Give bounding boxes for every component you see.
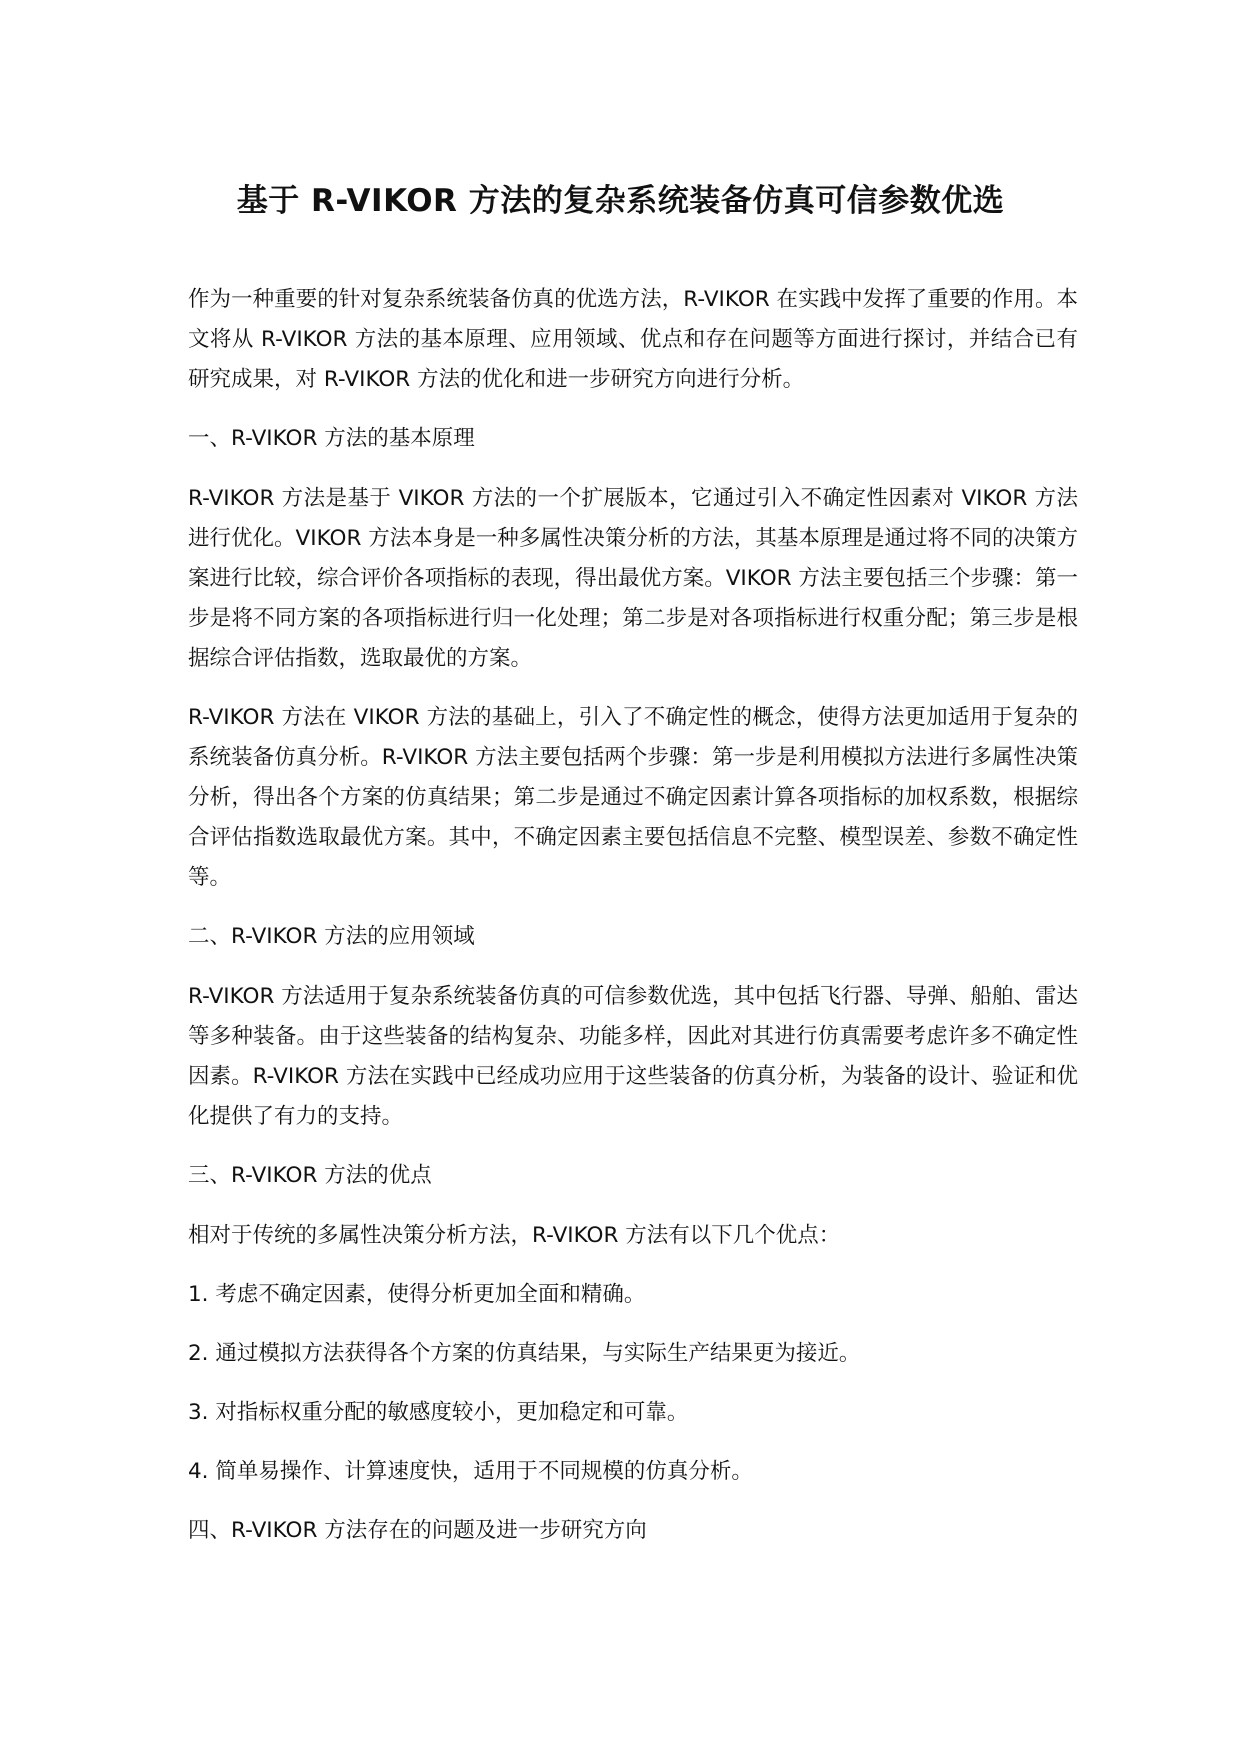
- intro-paragraph: 作为一种重要的针对复杂系统装备仿真的优选方法，R-VIKOR 在实践中发挥了重要的作用。本文将从 R-VIKOR 方法的基本原理、应用领域、优点和存在问题等方面进行探讨，并结合已有研究成果，对 R-VIKOR 方法的优化和进一步研究方向进行分析。: [188, 287, 1078, 392]
- document-body: [188, 280, 1078, 1571]
- application-paragraph: R-VIKOR 方法适用于复杂系统装备仿真的可信参数优选，其中包括飞行器、导弹、船舶、雷达等多种装备。由于这些装备的结构复杂、功能多样，因此对其进行仿真需要考虑许多不确定性因素。R-VIKOR 方法在实践中已经成功应用于这些装备的仿真分析，为装备的设计、验证和优化提供了有力的支持。: [188, 984, 1078, 1129]
- document-title: 基于 R-VIKOR 方法的复杂系统装备仿真可信参数优选: [236, 183, 1005, 219]
- advantage-item: 2. 通过模拟方法获得各个方案的仿真结果，与实际生产结果更为接近。: [188, 1341, 861, 1366]
- advantage-item: 3. 对指标权重分配的敏感度较小，更加稳定和可靠。: [188, 1400, 689, 1425]
- advantage-item: 1. 考虑不确定因素，使得分析更加全面和精确。: [188, 1282, 646, 1307]
- section-heading-advantages: 三、R-VIKOR 方法的优点: [188, 1163, 432, 1188]
- advantage-item: 4. 简单易操作、计算速度快，适用于不同规模的仿真分析。: [188, 1459, 753, 1484]
- section-heading-principle: 一、R-VIKOR 方法的基本原理: [188, 426, 475, 451]
- section-heading-application: 二、R-VIKOR 方法的应用领域: [188, 924, 475, 949]
- principle-paragraph-1: R-VIKOR 方法是基于 VIKOR 方法的一个扩展版本，它通过引入不确定性因素对 VIKOR 方法进行优化。VIKOR 方法本身是一种多属性决策分析的方法，其基本原理是通过将不同的决策方案进行比较，综合评价各项指标的表现，得出最优方案。VIKOR 方法主要包括三个步骤：第一步是将不同方案的各项指标进行归一化处理；第二步是对各项指标进行权重分配；第三步是根据综合评估指数，选取最优的方案。: [188, 486, 1078, 671]
- principle-paragraph-2: R-VIKOR 方法在 VIKOR 方法的基础上，引入了不确定性的概念，使得方法更加适用于复杂的系统装备仿真分析。R-VIKOR 方法主要包括两个步骤：第一步是利用模拟方法进行多属性决策分析，得出各个方案的仿真结果；第二步是通过不确定因素计算各项指标的加权系数，根据综合评估指数选取最优方案。其中，不确定因素主要包括信息不完整、模型误差、参数不确定性等。: [188, 705, 1078, 890]
- advantages-intro: 相对于传统的多属性决策分析方法，R-VIKOR 方法有以下几个优点：: [188, 1223, 841, 1248]
- section-heading-problems: 四、R-VIKOR 方法存在的问题及进一步研究方向: [188, 1518, 647, 1543]
